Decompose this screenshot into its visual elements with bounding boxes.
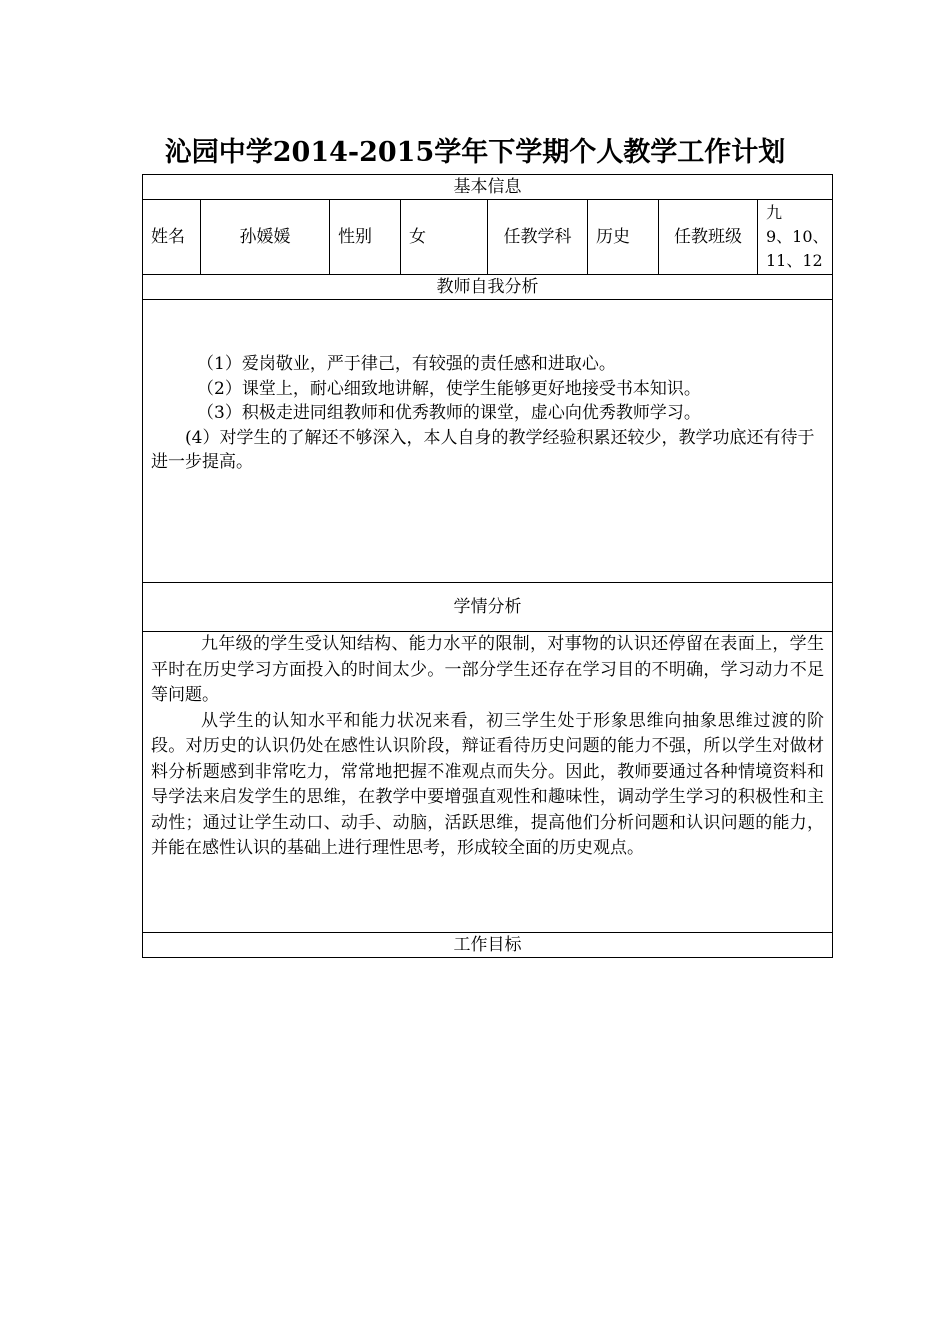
class-label: 任教班级: [659, 200, 758, 275]
student-analysis-header: 学情分析: [143, 583, 833, 632]
class-value-line: 11、12: [766, 251, 823, 270]
class-value: [758, 200, 833, 275]
class-value-line: 9、10、: [766, 227, 829, 246]
gender-label: 性别: [330, 200, 401, 275]
self-analysis-item: (4）对学生的了解还不够深入，本人自身的教学经验积累还较少，教学功底还有待于进一步提高。: [151, 427, 815, 472]
student-analysis-body: [143, 632, 833, 933]
page-title: 沁园中学2014-2015学年下学期个人教学工作计划: [164, 137, 786, 168]
student-analysis-paragraph: 从学生的认知水平和能力状况来看，初三学生处于形象思维向抽象思维过渡的阶段。对历史的认识仍处在感性认识阶段，辩证看待历史问题的能力不强，所以学生对做材料分析题感到非常吃力，常常地把握不准观点而失分。因此，教师要通过各种情境资料和导学法来启发学生的思维，在教学中要增强直观性和趣味性，调动学生学习的积极性和主动性；通过让学生动口、动手、动脑，活跃思维，提高他们分析问题和认识问题的能力，并能在感性认识的基础上进行理性思考，形成较全面的历史观点。: [151, 710, 824, 858]
subject-label: 任教学科: [488, 200, 588, 275]
self-analysis-item: （3）积极走进同组教师和优秀教师的课堂，虚心向优秀教师学习。: [197, 403, 701, 423]
self-analysis-body: [143, 300, 833, 583]
self-analysis-header: 教师自我分析: [143, 275, 833, 300]
class-value-line: 九: [766, 203, 783, 222]
basic-info-header: 基本信息: [143, 175, 833, 200]
student-analysis-paragraph: 九年级的学生受认知结构、能力水平的限制，对事物的认识还停留在表面上，学生平时在历史学习方面投入的时间太少。一部分学生还存在学习目的不明确，学习动力不足等问题。: [151, 634, 824, 705]
name-value: 孙媛媛: [201, 200, 330, 275]
work-goals-header: 工作目标: [143, 933, 833, 958]
self-analysis-item: （2）课堂上，耐心细致地讲解，使学生能够更好地接受书本知识。: [197, 378, 701, 399]
self-analysis-item: （1）爱岗敬业，严于律己，有较强的责任感和进取心。: [197, 354, 616, 374]
subject-value: 历史: [588, 200, 659, 275]
plan-table: [142, 174, 833, 958]
gender-value: 女: [401, 200, 488, 275]
name-label: 姓名: [143, 200, 201, 275]
